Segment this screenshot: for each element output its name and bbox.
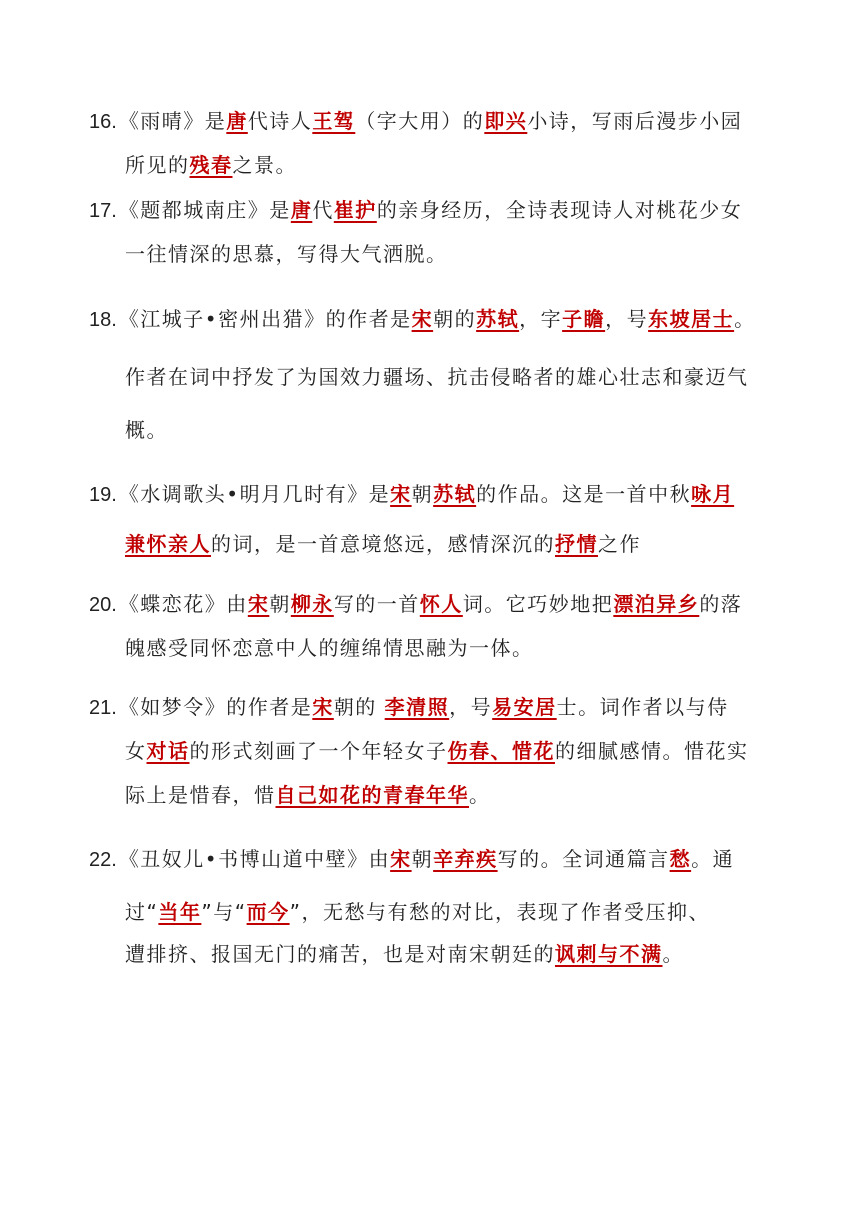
text-line [125, 151, 297, 179]
text-segment: 代诗人 [247, 109, 313, 133]
text-line [89, 590, 742, 618]
highlighted-keyword: 即兴 [484, 109, 528, 133]
text-segment: 一往情深的思慕，写得大气洒脱。 [125, 242, 448, 266]
text-segment: 朝的 [333, 695, 385, 719]
text-segment: 过“ [125, 900, 159, 924]
highlighted-keyword: 辛弃疾 [433, 847, 498, 871]
item-number: 16. [89, 111, 117, 133]
text-segment: 际上是惜春，惜 [125, 783, 276, 807]
text-line [125, 940, 684, 968]
text-segment: 。 [734, 307, 756, 331]
text-segment: 魄感受同怀恋意中人的缠绵情思融为一体。 [125, 636, 534, 660]
text-line [89, 196, 742, 224]
text-segment: 遭排挤、报国无门的痛苦，也是对南宋朝廷的 [125, 942, 555, 966]
highlighted-keyword: 宋 [247, 592, 270, 616]
text-line [89, 107, 742, 135]
text-segment: 女 [125, 739, 147, 763]
highlighted-keyword: 残春 [189, 153, 233, 177]
text-segment: ”与“ [201, 900, 247, 924]
text-segment: 《水调歌头•明月几时有》是 [118, 482, 391, 506]
highlighted-keyword: 易安居 [492, 695, 557, 719]
text-line [125, 898, 710, 926]
highlighted-keyword: 宋 [411, 307, 434, 331]
text-segment: 朝 [411, 847, 434, 871]
text-segment: 小诗，写雨后漫步小园 [527, 109, 743, 133]
text-segment: ”，无愁与有愁的对比，表现了作者受压抑、 [289, 900, 710, 924]
highlighted-keyword: 宋 [390, 482, 412, 506]
highlighted-keyword: 宋 [390, 847, 412, 871]
highlighted-keyword: 王驾 [312, 109, 356, 133]
text-segment: 作者在词中抒发了为国效力疆场、抗击侵略者的雄心壮志和豪迈气 [125, 365, 749, 389]
highlighted-keyword: 唐 [226, 109, 248, 133]
text-segment: 朝 [269, 592, 291, 616]
highlighted-keyword: 抒情 [555, 532, 598, 556]
text-line [125, 240, 448, 268]
highlighted-keyword: 子瞻 [562, 307, 606, 331]
text-segment: 朝的 [433, 307, 477, 331]
highlighted-keyword: 崔护 [333, 198, 377, 222]
item-number: 19. [89, 484, 117, 506]
text-segment: 之作 [598, 532, 641, 556]
item-number: 18. [89, 309, 117, 331]
text-segment: 的细腻感情。惜花实 [555, 739, 749, 763]
text-segment: 《如梦令》的作者是 [118, 695, 313, 719]
text-segment: 朝 [411, 482, 434, 506]
highlighted-keyword: 李清照 [384, 695, 450, 719]
text-line [125, 363, 749, 391]
text-segment: 《雨晴》是 [118, 109, 227, 133]
item-number: 17. [89, 200, 117, 222]
text-segment: 。通 [691, 847, 735, 871]
text-line [125, 530, 641, 558]
highlighted-keyword: 东坡居士 [648, 307, 735, 331]
highlighted-keyword: 怀人 [419, 592, 463, 616]
text-line [89, 480, 734, 508]
text-segment: ，字 [519, 307, 563, 331]
text-line [89, 305, 756, 333]
text-line [89, 693, 729, 721]
highlighted-keyword: 柳永 [290, 592, 334, 616]
text-segment: 《蝶恋花》由 [118, 592, 248, 616]
text-segment: 所见的 [125, 153, 190, 177]
highlighted-keyword: 兼怀亲人 [125, 532, 211, 556]
highlighted-keyword: 苏轼 [476, 307, 520, 331]
text-segment: 的词，是一首意境悠远，感情深沉的 [211, 532, 555, 556]
text-line [125, 737, 749, 765]
text-line [125, 416, 168, 444]
highlighted-keyword: 自己如花的青春年华 [275, 783, 469, 807]
text-segment: 的形式刻画了一个年轻女子 [189, 739, 448, 763]
text-segment: 写的。全词通篇言 [497, 847, 670, 871]
highlighted-keyword: 当年 [158, 900, 202, 924]
text-segment: 《题都城南庄》是 [118, 198, 291, 222]
text-segment: ，号 [449, 695, 493, 719]
text-segment: 代 [312, 198, 334, 222]
highlighted-keyword: 愁 [669, 847, 692, 871]
highlighted-keyword: 漂泊异乡 [613, 592, 700, 616]
text-segment: 词。它巧妙地把 [462, 592, 614, 616]
highlighted-keyword: 而今 [246, 900, 290, 924]
item-number: 20. [89, 594, 117, 616]
highlighted-keyword: 对话 [146, 739, 190, 763]
text-segment: 《丑奴儿•书博山道中壁》由 [118, 847, 391, 871]
text-line [125, 781, 491, 809]
item-number: 21. [89, 697, 117, 719]
text-segment: （字大用）的 [355, 109, 485, 133]
highlighted-keyword: 宋 [312, 695, 334, 719]
text-segment: 士。词作者以与侍 [556, 695, 729, 719]
text-segment: 写的一首 [333, 592, 420, 616]
text-segment: 之景。 [232, 153, 297, 177]
highlighted-keyword: 咏月 [691, 482, 735, 506]
highlighted-keyword: 讽刺与不满 [555, 942, 663, 966]
text-segment: 的作品。这是一首中秋 [476, 482, 692, 506]
text-segment: 的落 [699, 592, 743, 616]
text-segment: ，号 [605, 307, 649, 331]
text-segment: 。 [662, 942, 684, 966]
text-line [89, 845, 734, 873]
text-segment: 。 [469, 783, 491, 807]
text-segment: 的亲身经历，全诗表现诗人对桃花少女 [376, 198, 743, 222]
text-segment: 概。 [125, 418, 168, 442]
text-line [125, 634, 534, 662]
highlighted-keyword: 苏轼 [433, 482, 477, 506]
item-number: 22. [89, 849, 117, 871]
highlighted-keyword: 唐 [290, 198, 313, 222]
text-segment: 《江城子•密州出猎》的作者是 [118, 307, 412, 331]
highlighted-keyword: 伤春、惜花 [447, 739, 555, 763]
